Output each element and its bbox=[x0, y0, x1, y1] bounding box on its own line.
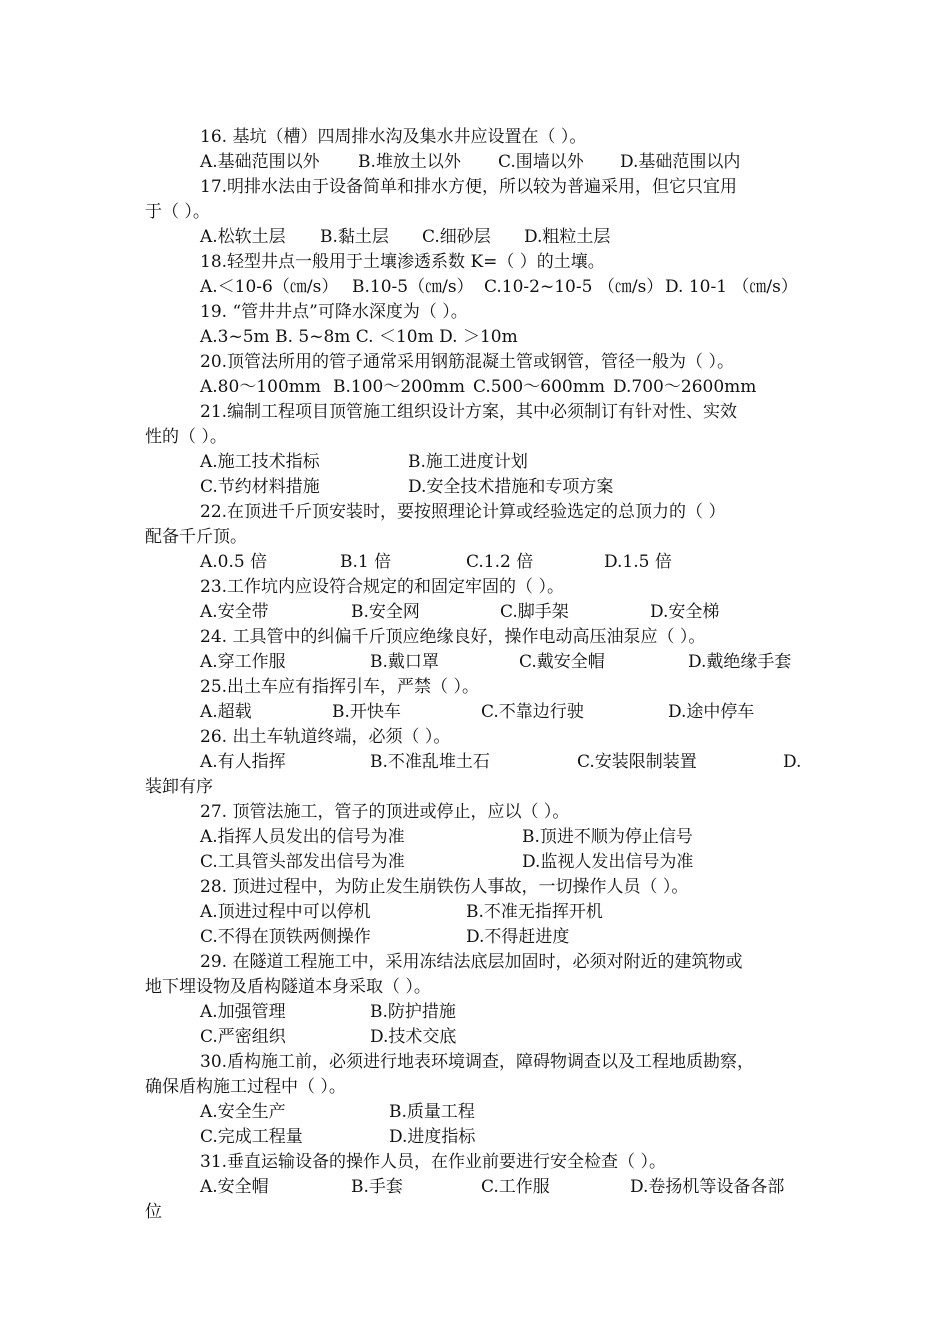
question-16-stem: 16. 基坑（槽）四周排水沟及集水井应设置在（ ）。 bbox=[200, 127, 587, 147]
question-21-option-a: A.施工技术指标 bbox=[200, 452, 320, 472]
question-29-option-b: B.防护措施 bbox=[370, 1002, 456, 1022]
question-16-option-c: C.围墙以外 bbox=[498, 152, 584, 172]
question-27-option-a: A.指挥人员发出的信号为准 bbox=[200, 827, 405, 847]
question-20-option-b: B.100～200mm bbox=[333, 377, 466, 397]
question-31-stem: 31.垂直运输设备的操作人员，在作业前要进行安全检查（ ）。 bbox=[200, 1152, 666, 1172]
question-24-option-b: B.戴口罩 bbox=[370, 652, 439, 672]
question-24-option-a: A.穿工作服 bbox=[200, 652, 286, 672]
question-24-stem: 24. 工具管中的纠偏千斤顶应绝缘良好，操作电动高压油泵应（ ）。 bbox=[200, 627, 706, 647]
question-18-option-b: B.10-5（㎝/s） bbox=[352, 277, 474, 297]
question-31-option-d-wrap: 位 bbox=[145, 1202, 162, 1222]
question-17-stem-line2: 于（ ）。 bbox=[145, 202, 210, 222]
question-17-stem-line1: 17.明排水法由于设备简单和排水方便，所以较为普遍采用，但它只宜用 bbox=[200, 177, 738, 197]
question-30-option-d: D.进度指标 bbox=[389, 1127, 476, 1147]
question-24-option-c: C.戴安全帽 bbox=[519, 652, 605, 672]
question-30-option-a: A.安全生产 bbox=[200, 1102, 286, 1122]
question-23-option-a: A.安全带 bbox=[200, 602, 269, 622]
question-26-option-d-wrap: 装卸有序 bbox=[145, 777, 213, 797]
question-22-option-b: B.1 倍 bbox=[340, 552, 392, 572]
question-19-stem: 19. “管井井点”可降水深度为（ ）。 bbox=[200, 302, 468, 322]
question-25-option-b: B.开快车 bbox=[332, 702, 401, 722]
question-29-stem-line2: 地下埋设物及盾构隧道本身采取（ ）。 bbox=[145, 977, 431, 997]
question-28-option-c: C.不得在顶铁两侧操作 bbox=[200, 927, 371, 947]
question-30-stem-line1: 30.盾构施工前，必须进行地表环境调查，障碍物调查以及工程地质勘察， bbox=[200, 1052, 755, 1072]
question-29-stem-line1: 29. 在隧道工程施工中，采用冻结法底层加固时，必须对附近的建筑物或 bbox=[200, 952, 743, 972]
question-27-stem: 27. 顶管法施工，管子的顶进或停止，应以（ ）。 bbox=[200, 802, 570, 822]
question-26-option-a: A.有人指挥 bbox=[200, 752, 286, 772]
question-26-option-d: D. bbox=[783, 752, 802, 772]
question-28-option-d: D.不得赶进度 bbox=[466, 927, 570, 947]
question-31-option-d: D.卷扬机等设备各部 bbox=[630, 1177, 785, 1197]
question-25-option-d: D.途中停车 bbox=[668, 702, 755, 722]
question-23-option-b: B.安全网 bbox=[351, 602, 420, 622]
question-26-stem: 26. 出土车轨道终端，必须（ ）。 bbox=[200, 727, 451, 747]
question-17-option-c: C.细砂层 bbox=[422, 227, 491, 247]
question-26-option-b: B.不准乱堆土石 bbox=[370, 752, 490, 772]
question-21-stem-line2: 性的（ ）。 bbox=[145, 427, 227, 447]
question-25-stem: 25.出土车应有指挥引车，严禁（ ）。 bbox=[200, 677, 479, 697]
question-21-stem-line1: 21.编制工程项目顶管施工组织设计方案，其中必须制订有针对性、实效 bbox=[200, 402, 738, 422]
question-25-option-a: A.超载 bbox=[200, 702, 252, 722]
question-30-option-b: B.质量工程 bbox=[389, 1102, 475, 1122]
question-22-option-d: D.1.5 倍 bbox=[604, 552, 672, 572]
question-16-option-a: A.基础范围以外 bbox=[200, 152, 320, 172]
question-19-options: A.3~5m B. 5~8m C. ＜10m D. ＞10m bbox=[200, 327, 518, 347]
question-20-option-d: D.700～2600mm bbox=[613, 377, 757, 397]
question-17-option-b: B.黏土层 bbox=[320, 227, 389, 247]
question-21-option-c: C.节约材料措施 bbox=[200, 477, 320, 497]
question-18-option-c: C.10-2~10-5 （㎝/s） bbox=[484, 277, 664, 297]
question-18-option-a: A.＜10-6（㎝/s） bbox=[200, 277, 339, 297]
question-22-stem-line2: 配备千斤顶。 bbox=[145, 527, 247, 547]
question-30-stem-line2: 确保盾构施工过程中（ ）。 bbox=[145, 1077, 346, 1097]
question-30-option-c: C.完成工程量 bbox=[200, 1127, 303, 1147]
question-28-option-a: A.顶进过程中可以停机 bbox=[200, 902, 371, 922]
question-20-stem: 20.顶管法所用的管子通常采用钢筋混凝土管或钢管，管径一般为（ ）。 bbox=[200, 352, 734, 372]
question-22-stem-line1: 22.在顶进千斤顶安装时，要按照理论计算或经验选定的总顶力的（ ） bbox=[200, 502, 726, 522]
question-25-option-c: C.不靠边行驶 bbox=[481, 702, 584, 722]
question-29-option-a: A.加强管理 bbox=[200, 1002, 286, 1022]
question-22-option-c: C.1.2 倍 bbox=[466, 552, 534, 572]
question-31-option-c: C.工作服 bbox=[481, 1177, 550, 1197]
question-18-option-d: D. 10-1 （㎝/s） bbox=[665, 277, 798, 297]
question-17-option-d: D.粗粒土层 bbox=[524, 227, 611, 247]
question-21-option-b: B.施工进度计划 bbox=[408, 452, 528, 472]
question-22-option-a: A.0.5 倍 bbox=[200, 552, 268, 572]
question-29-option-d: D.技术交底 bbox=[370, 1027, 457, 1047]
question-31-option-a: A.安全帽 bbox=[200, 1177, 269, 1197]
question-28-option-b: B.不准无指挥开机 bbox=[466, 902, 603, 922]
question-27-option-c: C.工具管头部发出信号为准 bbox=[200, 852, 405, 872]
question-26-option-c: C.安装限制装置 bbox=[577, 752, 697, 772]
question-23-option-c: C.脚手架 bbox=[500, 602, 569, 622]
question-24-option-d: D.戴绝缘手套 bbox=[688, 652, 792, 672]
question-29-option-c: C.严密组织 bbox=[200, 1027, 286, 1047]
question-23-stem: 23.工作坑内应设符合规定的和固定牢固的（ ）。 bbox=[200, 577, 564, 597]
question-21-option-d: D.安全技术措施和专项方案 bbox=[408, 477, 614, 497]
question-27-option-b: B.顶进不顺为停止信号 bbox=[522, 827, 693, 847]
question-17-option-a: A.松软土层 bbox=[200, 227, 286, 247]
question-20-option-a: A.80～100mm bbox=[200, 377, 322, 397]
question-20-option-c: C.500～600mm bbox=[473, 377, 605, 397]
question-28-stem: 28. 顶进过程中，为防止发生崩铁伤人事故，一切操作人员（ ）。 bbox=[200, 877, 689, 897]
question-31-option-b: B.手套 bbox=[351, 1177, 403, 1197]
question-16-option-d: D.基础范围以内 bbox=[620, 152, 741, 172]
question-23-option-d: D.安全梯 bbox=[650, 602, 720, 622]
question-27-option-d: D.监视人发出信号为准 bbox=[522, 852, 694, 872]
question-16-option-b: B.堆放土以外 bbox=[358, 152, 461, 172]
question-18-stem: 18.轻型井点一般用于土壤渗透系数 K=（ ）的土壤。 bbox=[200, 252, 605, 272]
